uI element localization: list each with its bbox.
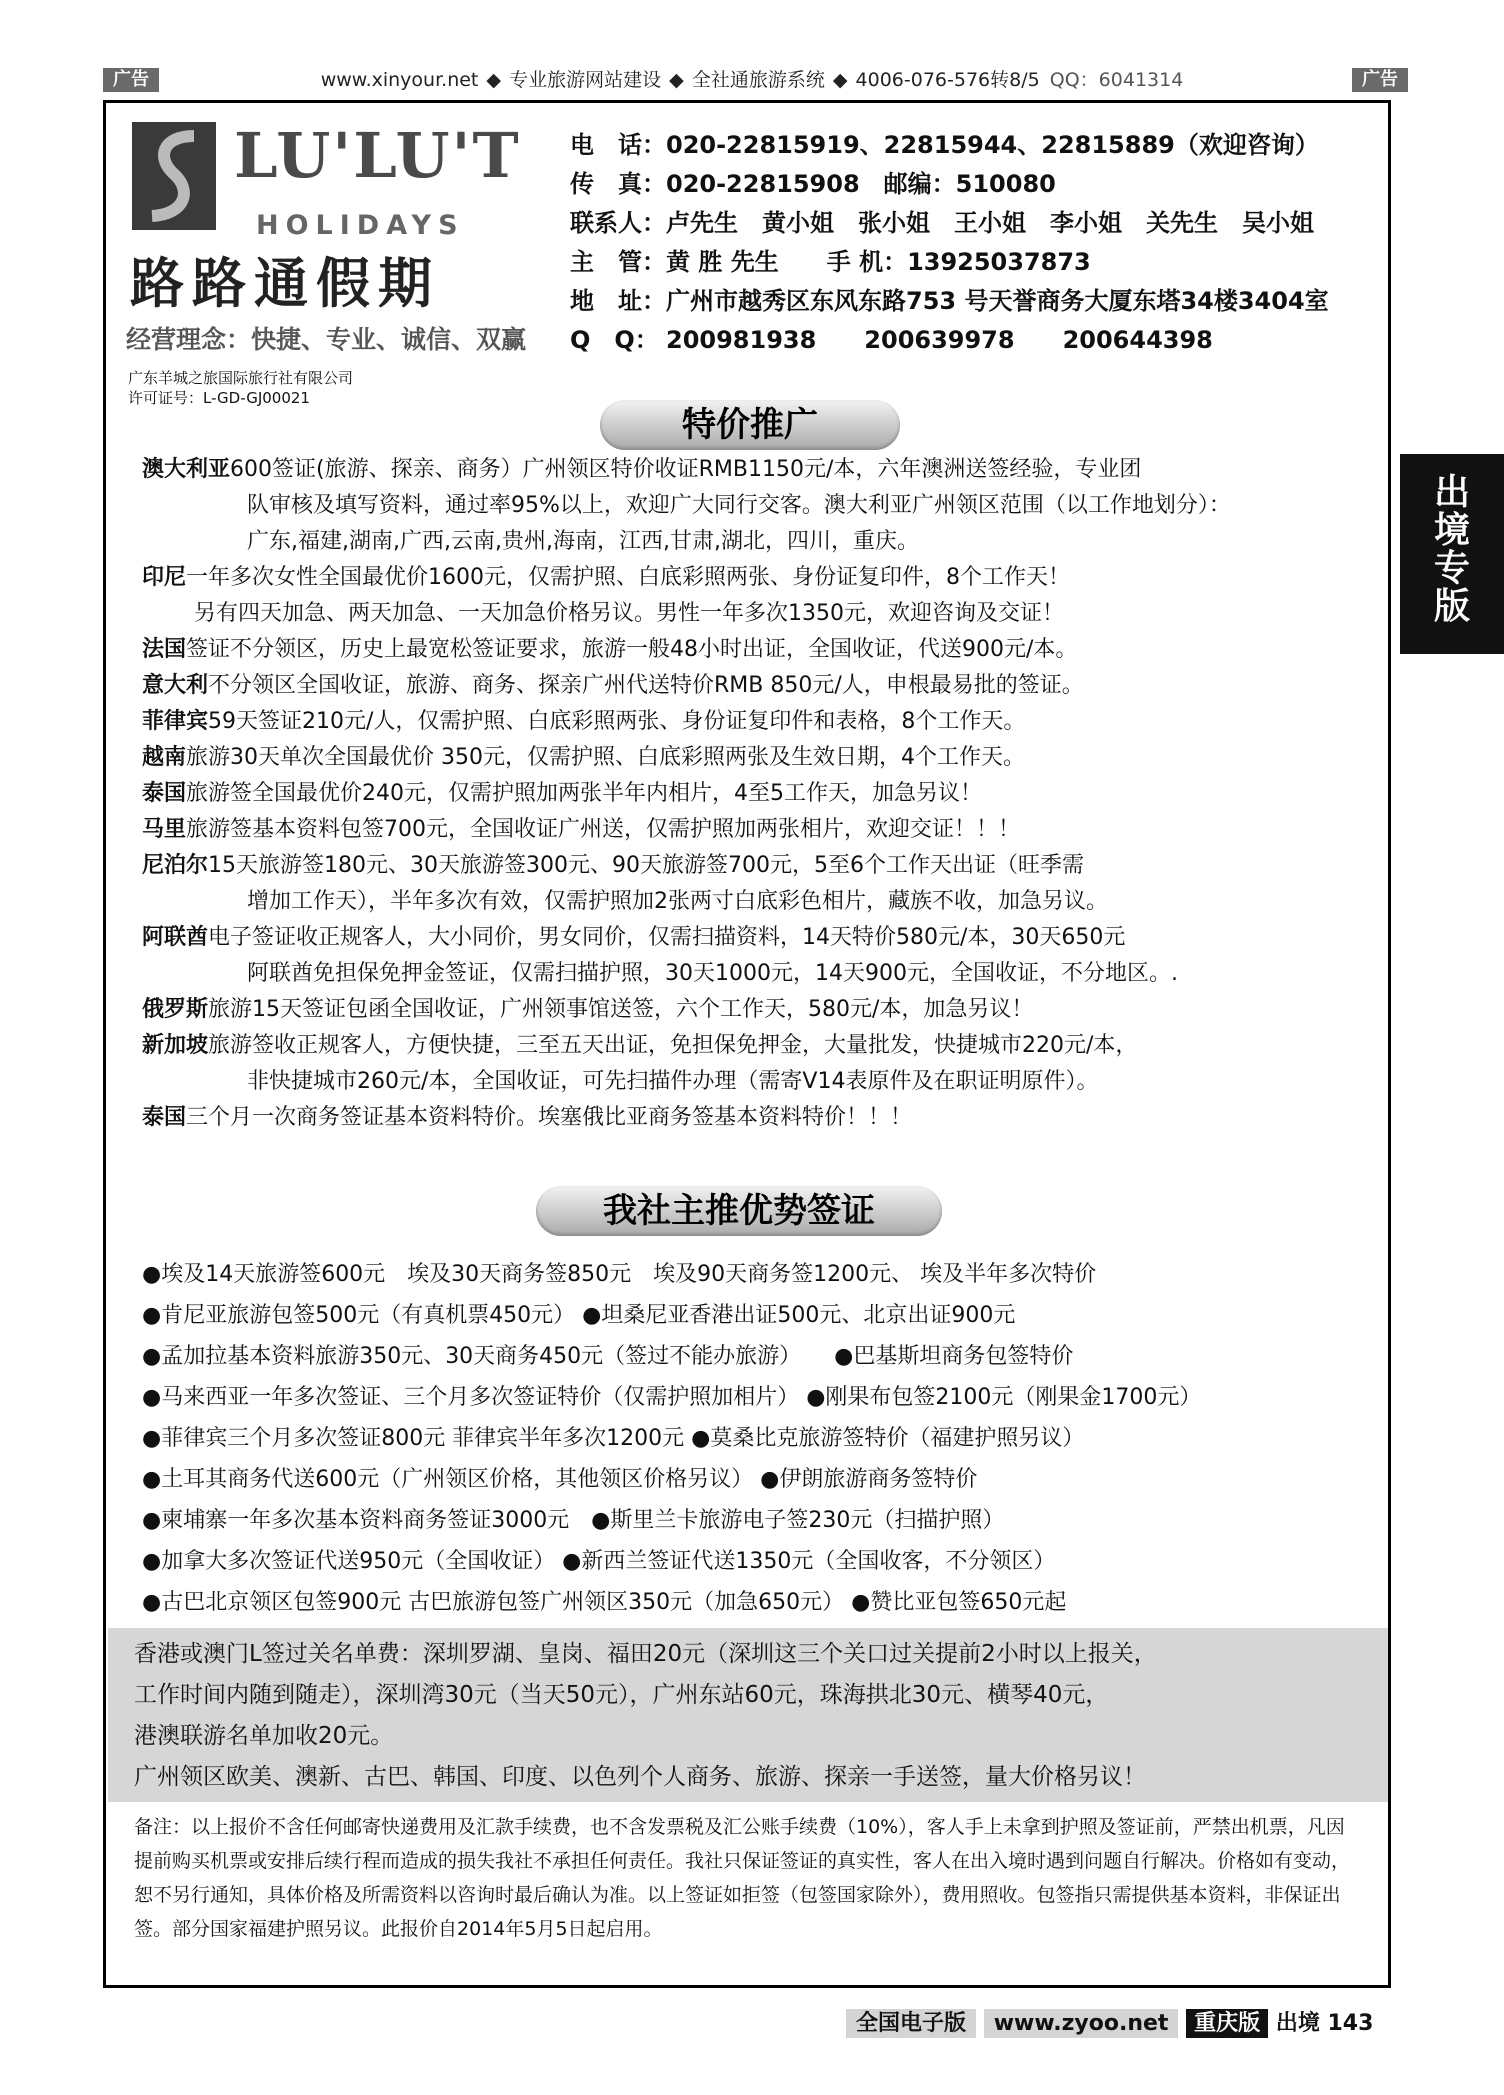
promo-section-title: 特价推广 bbox=[600, 400, 900, 450]
promo-text: 非快捷城市260元/本，全国收证，可先扫描件办理（需寄V14表原件及在职证明原件）。 bbox=[247, 1069, 1099, 1094]
promo-country: 马里 bbox=[142, 817, 187, 842]
promo-country: 泰国 bbox=[142, 781, 187, 806]
header-phone: 4006-076-576转8/5 bbox=[855, 69, 1040, 91]
contact-row-people bbox=[570, 204, 1329, 243]
side-tab-label: 出境专版 bbox=[1433, 472, 1470, 627]
header-item: 全社通旅游系统 bbox=[691, 69, 825, 91]
hk-macau-line: 广州领区欧美、澳新、古巴、韩国、印度、以色列个人商务、旅游、探亲一手送签，量大价格另议！ bbox=[134, 1764, 1146, 1790]
main-visa-list bbox=[142, 1254, 1362, 1623]
logo-motto: 经营理念：快捷、专业、诚信、双赢 bbox=[126, 325, 527, 354]
footer-site[interactable]: www.zyoo.net bbox=[984, 2009, 1179, 2038]
promo-country: 新加坡 bbox=[142, 1033, 209, 1058]
promo-text: 旅游签全国最优价240元，仅需护照加两张半年内相片，4至5工作天，加急另议！ bbox=[186, 781, 983, 806]
ad-label-right: 广告 bbox=[1352, 68, 1408, 92]
contact-label: 主 管： bbox=[570, 248, 666, 276]
promo-text: 600签证(旅游、探亲、商务）广州领区特价收证RMB1150元/本，六年澳洲送签经验，专业团 bbox=[230, 457, 1142, 482]
promo-list bbox=[142, 452, 1362, 1136]
promo-country: 印尼 bbox=[142, 565, 187, 590]
contact-label: 电 话： bbox=[570, 131, 666, 159]
page-footer bbox=[846, 2004, 1373, 2044]
promo-text: 一年多次女性全国最优价1600元，仅需护照、白底彩照两张、身份证复印件，8个工作天！ bbox=[186, 565, 1071, 590]
promo-line bbox=[142, 812, 1362, 848]
promo-text: 三个月一次商务签证基本资料特价。埃塞俄比亚商务签基本资料特价！！！ bbox=[186, 1105, 913, 1130]
contact-value: 020-22815908 邮编：510080 bbox=[666, 170, 1056, 198]
header-url[interactable]: www.xinyour.net bbox=[320, 69, 479, 91]
ad-label-left: 广告 bbox=[103, 68, 159, 92]
promo-line bbox=[142, 956, 1362, 992]
side-tab-outbound bbox=[1400, 454, 1504, 654]
promo-text: 阿联酋免担保免押金签证，仅需扫描护照，30天1000元，14天900元，全国收证，不分地区。. bbox=[247, 961, 1178, 986]
promo-line bbox=[142, 884, 1362, 920]
contact-row-qq bbox=[570, 321, 1329, 360]
promo-line bbox=[142, 452, 1362, 488]
main-visa-line: ●古巴北京领区包签900元 古巴旅游包签广州领区350元（加急650元） ●赞比亚包签650元起 bbox=[142, 1590, 1067, 1615]
promo-text: 签证不分领区，历史上最宽松签证要求，旅游一般48小时出证，全国收证，代送900元/本。 bbox=[186, 637, 1078, 662]
promo-text: 旅游15天签证包函全国收证，广州领事馆送签，六个工作天，580元/本，加急另议！ bbox=[208, 997, 1034, 1022]
promo-text: 另有四天加急、两天加急、一天加急价格另议。男性一年多次1350元，欢迎咨询及交证！ bbox=[194, 601, 1064, 626]
contact-info bbox=[570, 126, 1329, 360]
promo-country: 意大利 bbox=[142, 673, 209, 698]
promo-country: 尼泊尔 bbox=[142, 853, 209, 878]
promo-line bbox=[142, 740, 1362, 776]
contact-label: 传 真： bbox=[570, 170, 666, 198]
promo-country: 阿联酋 bbox=[142, 925, 209, 950]
header-strip: www.xinyour.net ◆ 专业旅游网站建设 ◆ 全社通旅游系统 ◆ 4006-076-576转8/5 QQ：6041314 bbox=[320, 69, 1184, 91]
promo-text: 广东,福建,湖南,广西,云南,贵州,海南，江西,甘肃,湖北，四川，重庆。 bbox=[247, 529, 919, 554]
company-name: 广东羊城之旅国际旅行社有限公司 bbox=[128, 369, 354, 387]
promo-line bbox=[142, 1064, 1362, 1100]
contact-label: Q Q： bbox=[570, 326, 659, 354]
logo-holidays: HOLIDAYS bbox=[256, 210, 465, 241]
main-visa-line: ●加拿大多次签证代送950元（全国收证） ●新西兰签证代送1350元（全国收客，不分领区） bbox=[142, 1549, 1056, 1574]
contact-row-phone bbox=[570, 126, 1329, 165]
promo-line bbox=[142, 488, 1362, 524]
promo-country: 泰国 bbox=[142, 1105, 187, 1130]
promo-line bbox=[142, 1100, 1362, 1136]
contact-value: 黄 胜 先生 手 机：13925037873 bbox=[666, 248, 1091, 276]
promo-text: 旅游签收正规客人，方便快捷，三至五天出证，免担保免押金，大量批发，快捷城市220元/本， bbox=[208, 1033, 1138, 1058]
company-info bbox=[128, 368, 353, 408]
header-item: 专业旅游网站建设 bbox=[509, 69, 662, 91]
promo-line bbox=[142, 992, 1362, 1028]
promo-line bbox=[142, 776, 1362, 812]
footer-section: 出境 bbox=[1275, 2011, 1320, 2036]
promo-text: 队审核及填写资料，通过率95%以上，欢迎广大同行交客。澳大利亚广州领区范围（以工作地划分）： bbox=[247, 493, 1231, 518]
main-visa-line: ●肯尼亚旅游包签500元（有真机票450元） ●坦桑尼亚香港出证500元、北京出证900元 bbox=[142, 1303, 1016, 1328]
promo-country: 法国 bbox=[142, 637, 187, 662]
contact-value: 020-22815919、22815944、22815889（欢迎咨询） bbox=[666, 131, 1319, 159]
main-visa-line: ●埃及14天旅游签600元 埃及30天商务签850元 埃及90天商务签1200元、 埃及半年多次特价 bbox=[142, 1262, 1097, 1287]
promo-text: 59天签证210元/人，仅需护照、白底彩照两张、身份证复印件和表格，8个工作天。 bbox=[208, 709, 1026, 734]
footer-edition: 全国电子版 bbox=[846, 2009, 976, 2038]
promo-country: 澳大利亚 bbox=[142, 457, 231, 482]
logo-chinese-name: 路路通假期 bbox=[130, 251, 440, 315]
contact-row-fax bbox=[570, 165, 1329, 204]
promo-text: 电子签证收正规客人，大小同价，男女同价，仅需扫描资料，14天特价580元/本，30天650元 bbox=[208, 925, 1126, 950]
logo-brand: LU'LU'T bbox=[234, 119, 521, 192]
main-visa-line: ●土耳其商务代送600元（广州领区价格，其他领区价格另议） ●伊朗旅游商务签特价 bbox=[142, 1467, 978, 1492]
license-number: 许可证号：L-GD-GJ00021 bbox=[128, 389, 310, 407]
footer-page-number: 143 bbox=[1327, 2011, 1374, 2036]
hk-macau-line: 工作时间内随到随走），深圳湾30元（当天50元），广州东站60元，珠海拱北30元、横琴40元， bbox=[134, 1682, 1109, 1708]
promo-text: 旅游签基本资料包签700元，全国收证广州送，仅需护照加两张相片，欢迎交证！！！ bbox=[186, 817, 1021, 842]
hk-macau-text bbox=[134, 1634, 1374, 1798]
main-visa-line: ●菲律宾三个月多次签证800元 菲律宾半年多次1200元 ●莫桑比克旅游签特价（福建护照另议） bbox=[142, 1426, 1085, 1451]
main-visa-line: ●孟加拉基本资料旅游350元、30天商务450元（签过不能办旅游） ●巴基斯坦商务包签特价 bbox=[142, 1344, 1074, 1369]
promo-country: 菲律宾 bbox=[142, 709, 209, 734]
promo-line bbox=[142, 524, 1362, 560]
contact-value: 卢先生 黄小姐 张小姐 王小姐 李小姐 关先生 吴小姐 bbox=[666, 209, 1314, 237]
contact-row-address bbox=[570, 282, 1329, 321]
footer-city: 重庆版 bbox=[1186, 2009, 1268, 2038]
main-visa-line: ●柬埔寨一年多次基本资料商务签证3000元 ●斯里兰卡旅游电子签230元（扫描护照） bbox=[142, 1508, 1005, 1533]
logo bbox=[122, 116, 542, 358]
promo-line bbox=[142, 920, 1362, 956]
hk-macau-line: 港澳联游名单加收20元。 bbox=[134, 1723, 394, 1749]
contact-label: 地 址： bbox=[570, 287, 666, 315]
promo-line bbox=[142, 668, 1362, 704]
promo-line bbox=[142, 596, 1362, 632]
promo-text: 增加工作天），半年多次有效，仅需护照加2张两寸白底彩色相片，藏族不收，加急另议。 bbox=[247, 889, 1109, 914]
promo-text: 不分领区全国收证，旅游、商务、探亲广州代送特价RMB 850元/人，申根最易批的签证。 bbox=[208, 673, 1084, 698]
promo-text: 旅游30天单次全国最优价 350元，仅需护照、白底彩照两张及生效日期，4个工作天。 bbox=[186, 745, 1025, 770]
promo-line bbox=[142, 704, 1362, 740]
promo-line bbox=[142, 560, 1362, 596]
contact-value: 广州市越秀区东风东路753 号天誉商务大厦东塔34楼3404室 bbox=[666, 287, 1329, 315]
header-qq: QQ：6041314 bbox=[1049, 69, 1184, 91]
promo-country: 俄罗斯 bbox=[142, 997, 209, 1022]
promo-line bbox=[142, 632, 1362, 668]
promo-line bbox=[142, 1028, 1362, 1064]
contact-row-manager bbox=[570, 243, 1329, 282]
contact-label: 联系人： bbox=[570, 209, 666, 237]
contact-value: 200981938 200639978 200644398 bbox=[666, 326, 1213, 354]
hk-macau-line: 香港或澳门L签过关名单费：深圳罗湖、皇岗、福田20元（深圳这三个关口过关提前2小时以上报关， bbox=[134, 1641, 1157, 1667]
promo-country: 越南 bbox=[142, 745, 187, 770]
logo-s-icon bbox=[132, 122, 216, 230]
notes-paragraph: 备注：以上报价不含任何邮寄快递费用及汇款手续费，也不含发票税及汇公账手续费（10%），客人手上未拿到护照及签证前，严禁出机票，凡因提前购买机票或安排后续行程而造成的损失我社不承担任何责任。我社只保证签证的真实性，客人在出入境时遇到问题自行解决。价格如有变动，恕不另行通知，具体价格及所需资料以咨询时最后确认为准。以上签证如拒签（包签国家除外），费用照收。包签指只需提供基本资料，非保证出签。部分国家福建护照另议。此报价自2014年5月5日起启用。 bbox=[134, 1816, 1351, 1940]
main-visa-section-title: 我社主推优势签证 bbox=[536, 1186, 942, 1236]
promo-line bbox=[142, 848, 1362, 884]
main-visa-line: ●马来西亚一年多次签证、三个月多次签证特价（仅需护照加相片） ●刚果布包签2100元（刚果金1700元） bbox=[142, 1385, 1202, 1410]
promo-text: 15天旅游签180元、30天旅游签300元、90天旅游签700元，5至6个工作天出证（旺季需 bbox=[208, 853, 1084, 878]
